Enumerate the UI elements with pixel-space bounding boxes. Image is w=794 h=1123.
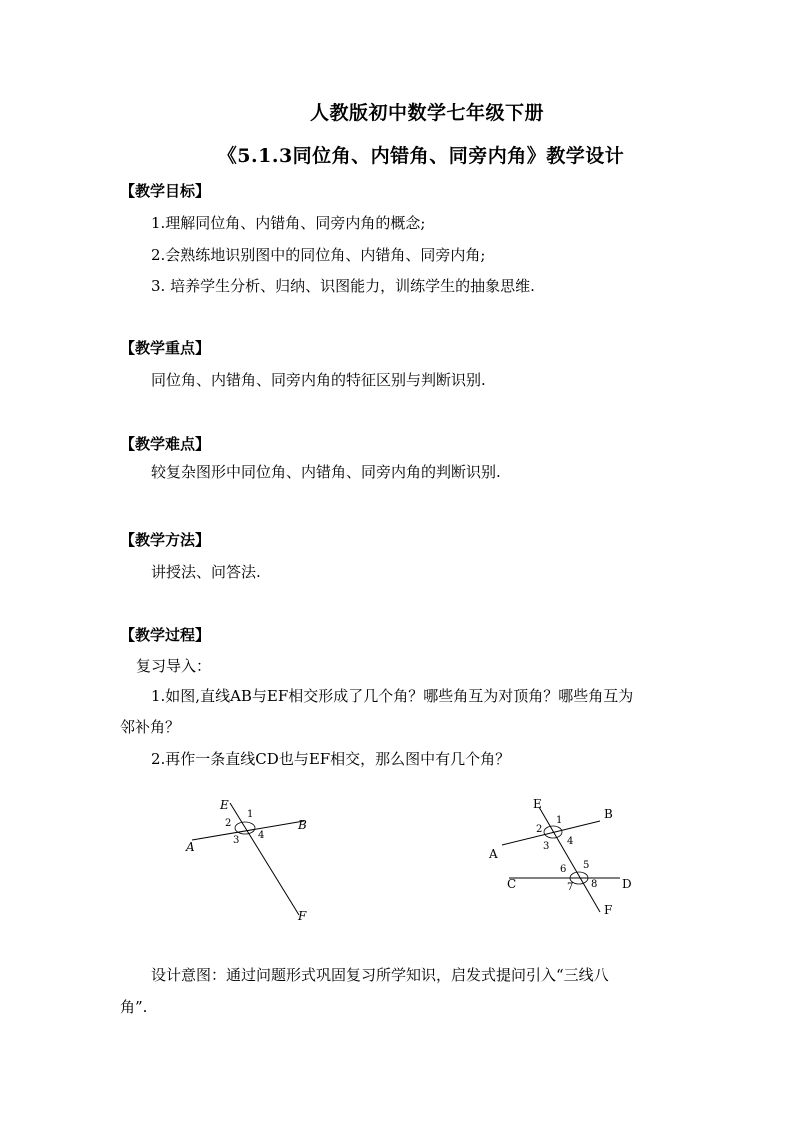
line-ef	[230, 803, 299, 915]
methods-text: 讲授法、问答法.	[151, 563, 261, 581]
angle-4: 4	[567, 836, 574, 847]
angle-7: 7	[567, 882, 574, 893]
question-1-line-1: 1.如图,直线AB与EF相交形成了几个角？哪些角互为对顶角？哪些角互为	[151, 687, 634, 705]
label-b: B	[298, 818, 307, 832]
question-2: 2.再作一条直线CD也与EF相交，那么图中有几个角？	[151, 750, 511, 768]
angle-1: 1	[556, 815, 563, 826]
angle-1: 1	[247, 809, 254, 820]
process-subheading: 复习导入：	[136, 657, 212, 675]
label-e: E	[220, 798, 229, 812]
line-ab	[502, 821, 600, 845]
angle-5: 5	[583, 860, 590, 871]
label-d: D	[622, 877, 632, 891]
label-f: F	[604, 903, 613, 917]
heading-methods: 【教学方法】	[120, 531, 211, 549]
figure-1-intersecting-lines	[180, 795, 330, 930]
angle-3: 3	[233, 835, 240, 846]
heading-key-points: 【教学重点】	[120, 339, 211, 357]
label-f: F	[298, 909, 307, 923]
title-line-1: 人教版初中数学七年级下册	[309, 102, 544, 124]
heading-process: 【教学过程】	[120, 626, 211, 644]
figure-2-three-lines	[485, 795, 645, 925]
design-intent-line-2: 角”.	[120, 998, 148, 1016]
angle-2: 2	[225, 818, 232, 829]
label-e: E	[533, 797, 542, 811]
label-b: B	[604, 807, 613, 821]
angle-2: 2	[536, 824, 543, 835]
angle-6: 6	[560, 864, 567, 875]
label-a: A	[186, 840, 195, 854]
title-line-2: 《5.1.3同位角、内错角、同旁内角》教学设计	[217, 145, 625, 167]
label-a: A	[489, 847, 498, 861]
design-intent-line-1: 设计意图：通过问题形式巩固复习所学知识，启发式提问引入“三线八	[151, 966, 609, 984]
heading-goals: 【教学目标】	[120, 182, 211, 200]
heading-difficulties: 【教学难点】	[120, 435, 211, 453]
line-ab	[192, 821, 304, 840]
difficulties-text: 较复杂图形中同位角、内错角、同旁内角的判断识别.	[151, 463, 501, 481]
goal-item-2: 2.会熟练地识别图中的同位角、内错角、同旁内角;	[151, 246, 486, 264]
goal-item-3: 3. 培养学生分析、归纳、识图能力，训练学生的抽象思维.	[151, 277, 535, 295]
angle-4: 4	[258, 830, 265, 841]
label-c: C	[507, 877, 517, 891]
angle-8: 8	[591, 879, 598, 890]
angle-3: 3	[543, 841, 550, 852]
question-1-line-2: 邻补角？	[120, 718, 181, 736]
key-points-text: 同位角、内错角、同旁内角的特征区别与判断识别.	[151, 371, 486, 389]
goal-item-1: 1.理解同位角、内错角、同旁内角的概念;	[151, 214, 426, 232]
